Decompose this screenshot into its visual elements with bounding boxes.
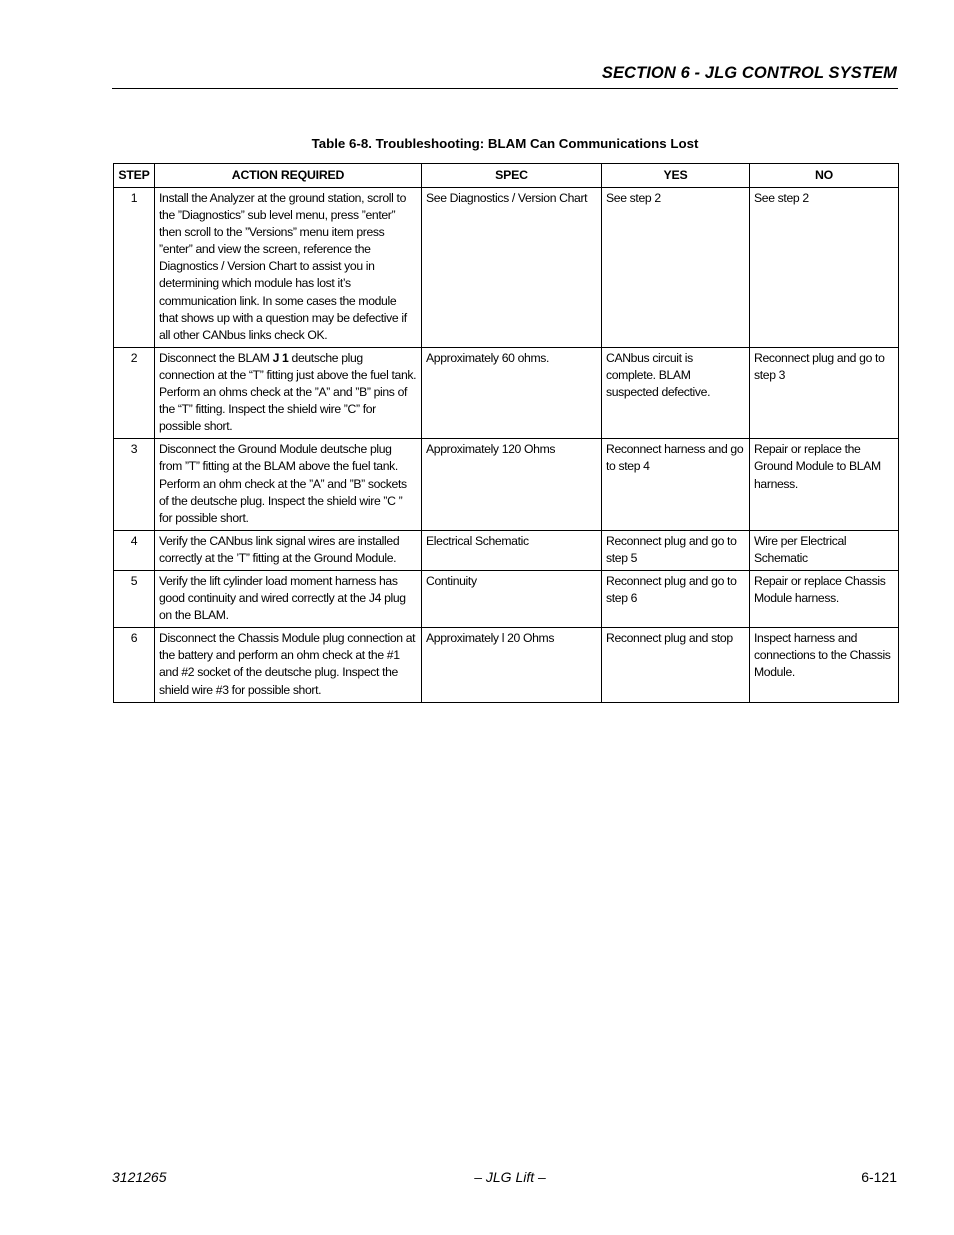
step-cell: 3 xyxy=(114,439,155,530)
column-header-action: ACTION REQUIRED xyxy=(155,164,422,188)
action-cell xyxy=(155,347,422,438)
action-cell: Install the Analyzer at the ground station, scroll to the ”Diagnostics” sub level menu, press ”enter” then scroll to the ”Versions” menu item press ”enter” and view the screen, reference the Diagnostics / Version Chart to assist you in determining which module has lost it’s communication link. In some cases the module that shows up with a question may be defective if all other CANbus links check OK. xyxy=(155,188,422,348)
spec-cell: Continuity xyxy=(422,570,602,627)
section-title: SECTION 6 - JLG CONTROL SYSTEM xyxy=(601,64,897,82)
no-cell: Inspect harness and connections to the Chassis Module. xyxy=(750,628,899,702)
step-cell: 1 xyxy=(114,188,155,348)
page-number: 6-121 xyxy=(861,1169,897,1185)
step-cell: 4 xyxy=(114,530,155,570)
troubleshooting-table xyxy=(113,163,899,703)
spec-cell: Approximately l 20 Ohms xyxy=(422,628,602,702)
footer-brand: – JLG Lift – xyxy=(474,1169,546,1185)
yes-cell: See step 2 xyxy=(602,188,750,348)
no-cell: Wire per Electrical Schematic xyxy=(750,530,899,570)
yes-cell: CANbus circuit is complete. BLAM suspected defective. xyxy=(602,347,750,438)
action-text: deutsche plug connection at the “T” fitting just above the fuel tank. Perform an ohms check at the ”A” and ”B” pins of the “T” fitting. Inspect the shield wire ”C” for possible short. xyxy=(159,350,417,434)
column-header-step: STEP xyxy=(114,164,155,188)
table-row xyxy=(114,628,899,702)
document-number: 3121265 xyxy=(112,1169,167,1185)
column-header-no: NO xyxy=(750,164,899,188)
yes-cell: Reconnect plug and go to step 5 xyxy=(602,530,750,570)
spec-cell: Electrical Schematic xyxy=(422,530,602,570)
yes-cell: Reconnect plug and stop xyxy=(602,628,750,702)
table-caption: Table 6-8. Troubleshooting: BLAM Can Communications Lost xyxy=(311,136,699,151)
table-row xyxy=(114,347,899,438)
spec-cell: Approximately 60 ohms. xyxy=(422,347,602,438)
no-cell: See step 2 xyxy=(750,188,899,348)
header-rule xyxy=(112,88,898,89)
table-header-row xyxy=(114,164,899,188)
action-text: Disconnect the BLAM xyxy=(159,350,273,365)
table-row xyxy=(114,188,899,348)
action-cell: Verify the lift cylinder load moment harness has good continuity and wired correctly at the J4 plug on the BLAM. xyxy=(155,570,422,627)
action-cell: Disconnect the Ground Module deutsche plug from ”T” fitting at the BLAM above the fuel tank. Perform an ohm check at the ”A” and ”B” sockets of the deutsche plug. Inspect the shield wire ”C ” for possible short. xyxy=(155,439,422,530)
no-cell: Reconnect plug and go to step 3 xyxy=(750,347,899,438)
yes-cell: Reconnect plug and go to step 6 xyxy=(602,570,750,627)
no-cell: Repair or replace the Ground Module to BLAM harness. xyxy=(750,439,899,530)
action-cell: Disconnect the Chassis Module plug connection at the battery and perform an ohm check at the #1 and #2 socket of the deutsche plug. Inspect the shield wire #3 for possible short. xyxy=(155,628,422,702)
spec-cell: Approximately 120 Ohms xyxy=(422,439,602,530)
column-header-yes: YES xyxy=(602,164,750,188)
no-cell: Repair or replace Chassis Module harness. xyxy=(750,570,899,627)
spec-cell: See Diagnostics / Version Chart xyxy=(422,188,602,348)
table-row xyxy=(114,570,899,627)
action-plug-id: J 1 xyxy=(272,350,289,365)
step-cell: 5 xyxy=(114,570,155,627)
column-header-spec: SPEC xyxy=(422,164,602,188)
table-row xyxy=(114,439,899,530)
table-row xyxy=(114,530,899,570)
step-cell: 2 xyxy=(114,347,155,438)
yes-cell: Reconnect harness and go to step 4 xyxy=(602,439,750,530)
step-cell: 6 xyxy=(114,628,155,702)
action-cell: Verify the CANbus link signal wires are installed correctly at the ’T” fitting at the Ground Module. xyxy=(155,530,422,570)
